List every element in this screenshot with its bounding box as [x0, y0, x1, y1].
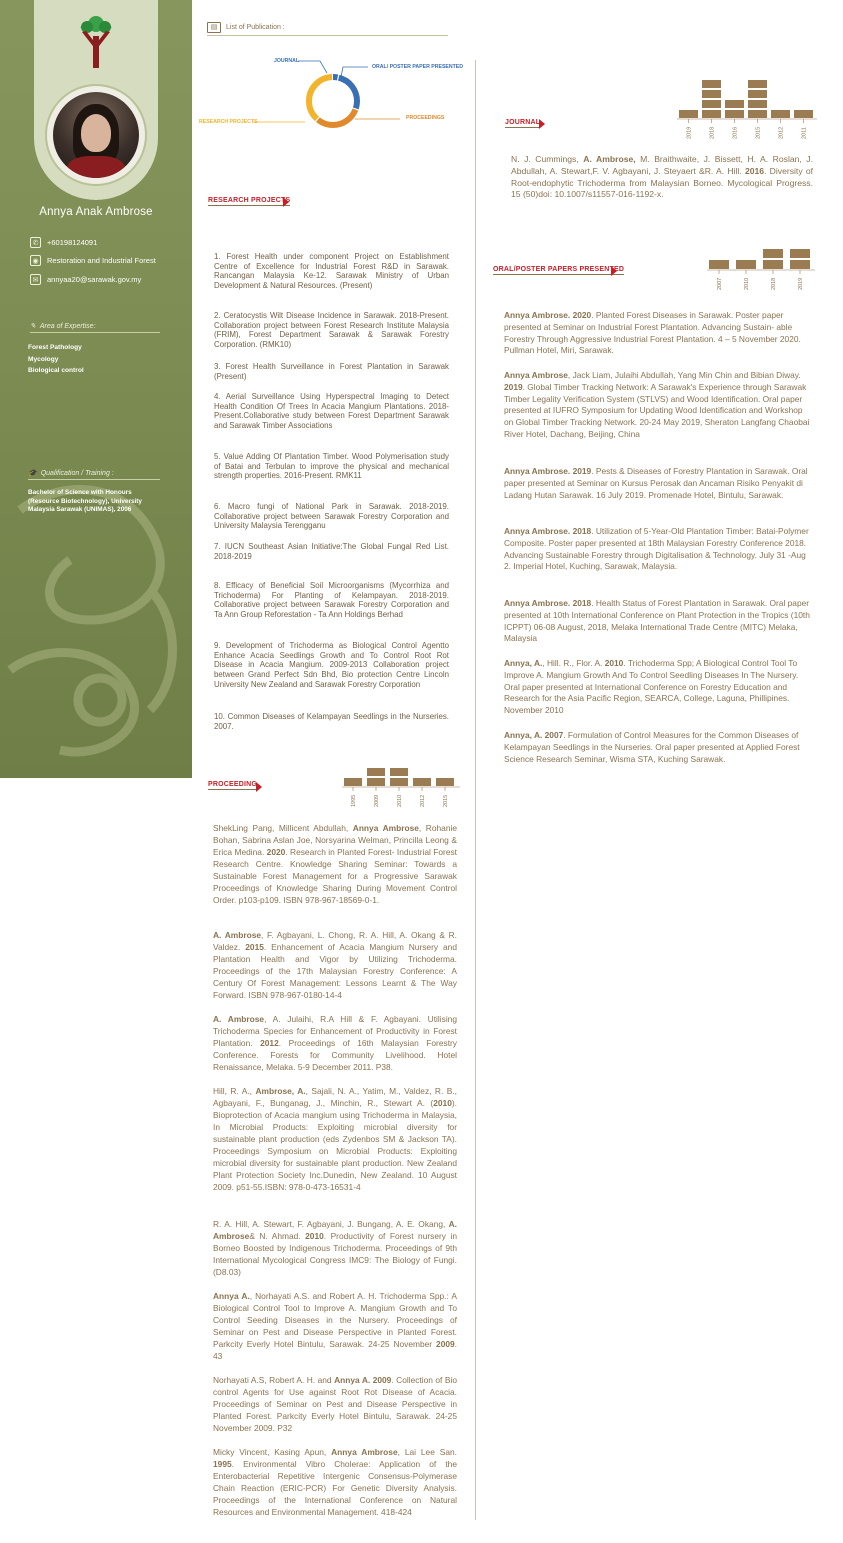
- pencil-icon: ✎: [30, 323, 36, 330]
- research-project-item: 6. Macro fungi of National Park in Sarawak. 2018-2019. Collaborative project between Sarawak Forestry Corporation and University Malaysia Terengganu: [214, 502, 449, 531]
- year-bar-block: [748, 90, 767, 98]
- proceeding-part-a: R. A. Hill, A. Stewart, F. Agbayani, J. Bungang, A. E. Okang,: [213, 1219, 449, 1229]
- flag-icon: [539, 119, 545, 129]
- donut-label-oral: ORAL/ POSTER PAPER PRESENTED: [372, 64, 463, 70]
- research-project-item: 5. Value Adding Of Plantation Timber. Wood Polymerisation study of Batai and Terbulan to improve the physical and mechanical strength properties. 2016-Present. RMK11: [214, 452, 449, 481]
- oral-part-bold: Annya Ambrose. 2018: [504, 598, 592, 608]
- year-label: 2019: [798, 277, 804, 290]
- proceeding-part-a: Hill, R. A.,: [213, 1086, 256, 1096]
- proceeding-part-c: , Sajali, N. A., Yatim, M., Valdez, R. B., Agbayani, F., Bunganag, J., Minchin, R., Stewart A. (: [213, 1086, 457, 1108]
- oral-entry: [504, 310, 812, 357]
- year-bar-block: [702, 110, 721, 118]
- expertise-list: [28, 342, 84, 377]
- donut-label-journal: JOURNAL: [274, 58, 300, 64]
- oral-part-bold: Annya Ambrose. 2019: [504, 466, 592, 476]
- oral-part-bold2: 2010: [604, 658, 624, 668]
- year-label: 2007: [717, 277, 723, 290]
- oral-part-text: . Pests & Diseases of Forestry Plantation in Sarawak. Oral paper presented at Seminar on Kursus Perosak dan Ancaman Risiko Penyakit di Ladang Hutan Sarawak. 16 July 2019. Promenade Hotel, Bintulu, Sarawak.: [504, 466, 808, 500]
- year-bar-block: [413, 778, 431, 786]
- year-bar-block: [390, 768, 408, 776]
- book-icon: ▤: [207, 22, 221, 33]
- year-bar-block: [702, 80, 721, 88]
- proceeding-part-d: 2012: [260, 1038, 279, 1048]
- oral-entry: [504, 370, 812, 441]
- proceeding-part-e: . Enhancement of Acacia Mangium Nursery and Plantation Health and Vigor by Utilizing Trichoderma. Proceedings of the 17th Malaysian Forestry Conference: A Century Of Forest Management: Lessons Learnt & The Way Forward. ISBN 978-967-0180-14-4: [213, 942, 457, 1000]
- proceeding-part-e: . Research in Planted Forest- Industrial Forest Research Centre. Knowledge Sharing Seminar: Towards a Sustainable Forest Management for a Progressive Sarawak Proceedings of Knowledge Sharing During Movement Control Order. p103-p109. ISBN 978-967-18569-0-1.: [213, 847, 458, 905]
- proceeding-part-b: Annya Ambrose: [352, 823, 419, 833]
- proceeding-part-a: Micky Vincent, Kasing Apun,: [213, 1447, 332, 1457]
- oral-part-bold: Annya Ambrose. 2018: [504, 526, 592, 536]
- oral-entry: [504, 466, 812, 501]
- proceeding-entry: [213, 1446, 457, 1518]
- year-label: 2015: [443, 794, 449, 807]
- expertise-item: Biological control: [28, 367, 84, 374]
- column-divider: [475, 60, 476, 1520]
- proceeding-entry: [213, 1374, 457, 1434]
- proceeding-part-c: . Collection of Bio control Agents for Use against Root Rot Disease of Acacia. Proceedings of Seminar on Pest and Disease Perspective in Planted Forest. Parkcity Everly Hotel Bintulu, Sarawak. 24-25 November 2009. P32: [213, 1375, 457, 1433]
- journal-authors-cont: M. Braithwaite, J. Bissett, H. A. Roslan, J. Abdullah, A. Stewart,F. V. Agbayani, J. Steyaert &R. A. Hill.: [511, 154, 813, 176]
- donut-label-proceeding: PROCEEDINGS: [406, 115, 445, 121]
- person-name: Annya Anak Ambrose: [39, 206, 153, 218]
- year-bar-block: [709, 260, 729, 269]
- oral-entry: [504, 730, 812, 765]
- year-label: 2009: [374, 794, 380, 807]
- department-text: Restoration and Industrial Forest: [47, 256, 156, 265]
- oral-part-text2: . Trichoderma Spp; A Biological Control Tool To Improve A. Mangium Growth And To Control Seedling Diseases In The Nursery. Oral paper presented at International Conference on Forestry Education and Research for the Asia Pacific Region, SEARCA, College, Laguna, Phillipines. November 2010: [504, 658, 799, 716]
- email-row: [30, 273, 190, 286]
- research-project-item: 2. Ceratocystis Wilt Disease Incidence in Sarawak. 2018-Present. Collaboration project between Forest Research Institute Malaysia (FRIM), Forest Department Sarawak & Sarawak Forestry Corporation. (RMK10): [214, 311, 449, 350]
- proceeding-part-e: . Environmental Vibro Cholerae: Application of the Enterobacterial Repetitive Intergenic Consensus-Polymerase Chain Reaction (ERIC-PCR) For Genetic Diversity Analysis. Proceedings of the International Conference on Natural Resources and Environmental Management. 418-424: [213, 1459, 457, 1517]
- oral-entry: [504, 598, 812, 645]
- proceeding-part-b: Ambrose, A.: [255, 1086, 306, 1096]
- expertise-heading-text: Area of Expertise:: [39, 322, 96, 330]
- year-bar-block: [790, 249, 810, 258]
- proceeding-part-c: , Lai Lee San.: [397, 1447, 457, 1457]
- proceeding-part-a: Norhayati A.S, Robert A. H. and: [213, 1375, 335, 1385]
- proceeding-part-a: ShekLing Pang, Millicent Abdullah,: [213, 823, 353, 833]
- oral-part-bold2: 2019: [504, 381, 523, 392]
- year-bar-block: [748, 100, 767, 108]
- oral-entry: [504, 658, 812, 717]
- proceeding-part-c: , Rohanie Bohan, Sabrina Aslan Joe, Norsyarina Welman, Princilla Leong & Erica Medina.: [213, 823, 458, 857]
- research-project-item: 10. Common Diseases of Kelampayan Seedlings in the Nurseries. 2007.: [214, 712, 449, 731]
- year-label: 2015: [755, 126, 762, 139]
- proceeding-part-d: 2010: [305, 1231, 324, 1241]
- tribal-ornament: [0, 470, 192, 778]
- year-bar-block: [702, 90, 721, 98]
- year-bar-block: [702, 100, 721, 108]
- qualification-heading: [28, 469, 160, 480]
- oral-heading: ORAL/POSTER PAPERS PRESENTED: [493, 266, 625, 273]
- year-bar-block: [771, 110, 790, 118]
- proceeding-part-b: A. Ambrose: [213, 1219, 457, 1241]
- publication-heading: [207, 22, 448, 36]
- proceeding-part-c: , Norhayati A.S. and Robert A. H. Trichoderma Spp.: A Biological Control Tool to Improve A. Mangium Growth and To Control Seeding Diseases in the Nursery. Proceedings of Seminar on Pest and Disease Perspective in Planted Forest. Parkcity Everly Hotel Bintulu, Sarawak. 24-25 November: [213, 1291, 457, 1349]
- phone-icon: ✆: [30, 237, 41, 248]
- year-bar-block: [367, 778, 385, 786]
- year-bar-block: [679, 110, 698, 118]
- journal-author-highlight: A. Ambrose,: [583, 154, 636, 164]
- envelope-icon: ✉: [30, 274, 41, 285]
- profile-photo: [53, 92, 139, 178]
- year-bar-block: [748, 110, 767, 118]
- journal-authors: N. J. Cummings,: [511, 154, 584, 164]
- year-bar-block: [794, 110, 813, 118]
- year-label: 2018: [771, 277, 777, 290]
- journal-details: . Diversity of Root-endophytic Trichoderma from Malaysian Borneo. Mycological Progress. 15 (50)doi: 10.1007/s11557-016-1192-x.: [511, 165, 813, 200]
- phone-row: [30, 236, 190, 249]
- journal-year: 2016: [744, 165, 765, 176]
- year-bar-block: [748, 80, 767, 88]
- proceeding-part-b: Annya Ambrose: [331, 1447, 398, 1457]
- year-label: 1995: [351, 794, 357, 807]
- research-projects-heading: RESEARCH PROJECTS: [208, 197, 291, 204]
- year-label: 2016: [732, 126, 739, 139]
- oral-part-bold: Annya Ambrose: [504, 370, 568, 380]
- flag-icon: [611, 266, 617, 276]
- proceeding-year-chart: [342, 762, 460, 814]
- proceeding-part-c: , A. Julaihi, R.A Hill & F. Agbayani. Utilising Trichoderma Species for Enhancement of Productivity in Forest Plantation.: [213, 1014, 458, 1048]
- oral-entry: [504, 526, 812, 573]
- oral-part-text: . Utilization of 5-Year-Old Plantation Timber: Batai-Polymer Composite. Poster paper presented at 18th Malaysian Forestry Conference 2018. Advancing Sustainable Forestry through Digitalisation & Technology. July 31 -Aug 2. Imperial Hotel, Kuching, Sarawak, Malaysia.: [504, 526, 809, 572]
- flag-icon: [256, 782, 262, 792]
- year-label: 2018: [709, 126, 716, 139]
- proceeding-heading: PROCEEDING: [208, 781, 258, 788]
- year-bar-block: [763, 249, 783, 258]
- proceeding-part-c: & N. Ahmad.: [249, 1231, 306, 1241]
- tree-logo-icon: [76, 14, 116, 68]
- year-label: 2019: [686, 126, 693, 139]
- phone-number: +60198124091: [47, 238, 98, 247]
- profile-photo-frame: [47, 86, 145, 184]
- year-bar-block: [763, 260, 783, 269]
- research-project-item: 9. Development of Trichoderma as Biological Control Agentto Enhance Acacia Seedlings Growth and To Control Root Rot Disease in Acacia Mangium. 2009-2013 Collaboration project between Grand Perfect Sdn Bhd, Bio protection Centre Lincoln University New Zealand and Sarawak Forestry Corporation: [214, 641, 449, 689]
- journal-entry: [511, 154, 813, 201]
- journal-heading: JOURNAL: [505, 119, 541, 126]
- graduation-cap-icon: 🎓: [28, 470, 37, 477]
- flag-icon: [283, 197, 289, 207]
- expertise-heading: [30, 322, 160, 333]
- oral-part-bold: Annya, A. 2007: [504, 730, 564, 740]
- department-row: [30, 254, 190, 267]
- proceeding-part-b: Annya A. 2009: [334, 1375, 392, 1385]
- proceeding-part-e: . 43: [213, 1339, 457, 1361]
- year-bar-block: [790, 260, 810, 269]
- year-bar-block: [344, 778, 362, 786]
- year-label: 2011: [801, 127, 808, 139]
- email-text[interactable]: annyaa20@sarawak.gov.my: [47, 275, 142, 284]
- research-project-item: 1. Forest Health under component Project on Establishment Centre of Excellence for Industrial Forest R&D in Sarawak. Rancangan Malaysia Ke-12. Sarawak Ministry of Urban Development & Natural Resources. (Present): [214, 252, 449, 291]
- proceeding-entry: [213, 1013, 457, 1073]
- proceeding-entry: [213, 1085, 457, 1193]
- expertise-item: Forest Pathology: [28, 344, 82, 351]
- proceeding-part-e: ). Bioprotection of Acacia mangium using Trichoderma in Malaysia, In Microbial Products: Exploiting microbial diversity for sustainable plant production (eds Zydenbos SM & Jackson TA). Proceedings Symposium on Microbial Products: Exploiting microbial diversity for sustainable plant production. New Zealand Plant Protection Society Inc.Dunedin, New Zealand. 10 August 2009. p51-55.ISBN: 978-0-473-16531-4: [213, 1098, 457, 1192]
- research-project-item: 7. IUCN Southeast Asian Initiative:The Global Fungal Red List. 2018-2019: [214, 542, 449, 561]
- proceeding-part-d: 2009: [436, 1339, 455, 1349]
- proceeding-part-d: 2015: [245, 942, 264, 952]
- proceeding-part-e: . Productivity of Forest nursery in Borneo Boosted by Indigenous Trichoderma. Proceedings of 9th International Mycological Congress IMC9: The Biology of Fungi. (D8.03): [213, 1231, 457, 1277]
- donut-label-research: RESEARCH PROJECTS: [199, 119, 258, 125]
- expertise-item: Mycology: [28, 355, 59, 363]
- qualification-heading-text: Qualification / Training :: [40, 469, 114, 477]
- oral-year-chart: [707, 242, 815, 292]
- year-label: 2012: [420, 794, 426, 807]
- proceeding-part-b: A. Ambrose: [213, 1014, 265, 1024]
- oral-part-text: , Jack Liam, Julaihi Abdullah, Yang Min Chin and Bibian Diway.: [567, 370, 801, 380]
- oral-part-text: . Health Status of Forest Plantation in Sarawak. Oral paper presented at 10th International Conference on Plant Protection in the Tropics (10th ICPPT) 06-08 August, 2018, Melaka International Trade Centre (MITC) Melaka, Malaysia: [504, 598, 810, 644]
- year-bar-block: [725, 110, 744, 118]
- year-bar-block: [736, 260, 756, 269]
- oral-part-bold: Annya Ambrose. 2020: [504, 310, 592, 320]
- proceeding-part-d: 2010: [433, 1098, 452, 1108]
- year-label: 2010: [397, 794, 403, 807]
- proceeding-part-d: 2020: [266, 847, 286, 857]
- location-pin-icon: ◉: [30, 255, 41, 266]
- year-label: 2010: [744, 277, 750, 290]
- year-bar-block: [390, 778, 408, 786]
- oral-part-text2: . Global Timber Tracking Network: A Sarawak's Experience through Sarawak Timber Legality Verification System (STLVS) and Wood Identification. Oral paper presented at IUFRO Symposium for Updating Wood Identification and Workshop on Global Timber Tracking Network. 20-24 May 2019, Sheraton Langfang Chaobai River Hotel, Dachang, Beijing, China: [504, 381, 810, 439]
- proceeding-entry: [213, 1290, 457, 1362]
- oral-part-bold: Annya, A.: [504, 658, 543, 668]
- year-label: 2012: [778, 126, 785, 139]
- proceeding-entry: [213, 1218, 457, 1278]
- profile-sidebar: [0, 0, 192, 778]
- oral-part-text: . Formulation of Control Measures for the Common Diseases of Kelampayan Seedlings in the Nurseries. Oral paper presented at Applied Forest Science Research Seminar, Wisma STA, Kuching Sarawak.: [504, 730, 800, 764]
- year-bar-block: [436, 778, 454, 786]
- research-project-item: 4. Aerial Surveillance Using Hyperspectral Imaging to Detect Health Condition Of Trees In Acacia Mangium Plantations. 2018-Present.Collaborative study between Forest Department Sarawak and Sarawak Timber Associations: [214, 392, 449, 431]
- research-project-item: 8. Efficacy of Beneficial Soil Microorganisms (Mycorrhiza and Trichoderma) For Planting of Kelampayan. 2018-2019. Collaborative project between Sarawak Forestry Corporation and Ta Ann Group Reforestation - Ta Ann Holdings Berhad: [214, 581, 449, 620]
- proceeding-part-c: , F. Agbayani, L. Chong, R. A. Hill, A. Okang & R. Valdez.: [213, 930, 457, 952]
- proceeding-entry: [213, 929, 457, 1001]
- research-project-item: 3. Forest Health Surveillance in Forest Plantation in Sarawak (Present): [214, 362, 449, 381]
- proceeding-part-b: Annya A.: [213, 1291, 250, 1301]
- year-bar-block: [367, 768, 385, 776]
- proceeding-part-b: A. Ambrose: [213, 930, 262, 940]
- proceeding-entry: [213, 822, 457, 906]
- year-bar-block: [725, 100, 744, 108]
- oral-part-text: . Planted Forest Diseases in Sarawak. Poster paper presented at Seminar on Industrial Forest Plantation. Advancing Sustain- able Forestry Through Aggressive Industrial Forest Plantation. 4 – 5 November 2020. Pullman Hotel, Miri, Sarawak.: [504, 310, 801, 356]
- journal-year-chart: [677, 66, 817, 144]
- qualification-text: Bachelor of Science with Honours (Resource Biotechnology), University Malaysia Sarawak (UNIMAS), 2006: [28, 489, 142, 513]
- oral-part-text: , Hill. R., Flor. A.: [542, 658, 605, 668]
- proceeding-part-d: 1995: [213, 1459, 232, 1469]
- proceeding-part-e: . Proceedings of 16th Malaysian Forestry Conference. Forests for Community Livelihood. Hotel Renaissance, Melaka. 5-9 December 2011. P38.: [213, 1038, 457, 1072]
- publication-heading-text: List of Publication :: [226, 24, 285, 31]
